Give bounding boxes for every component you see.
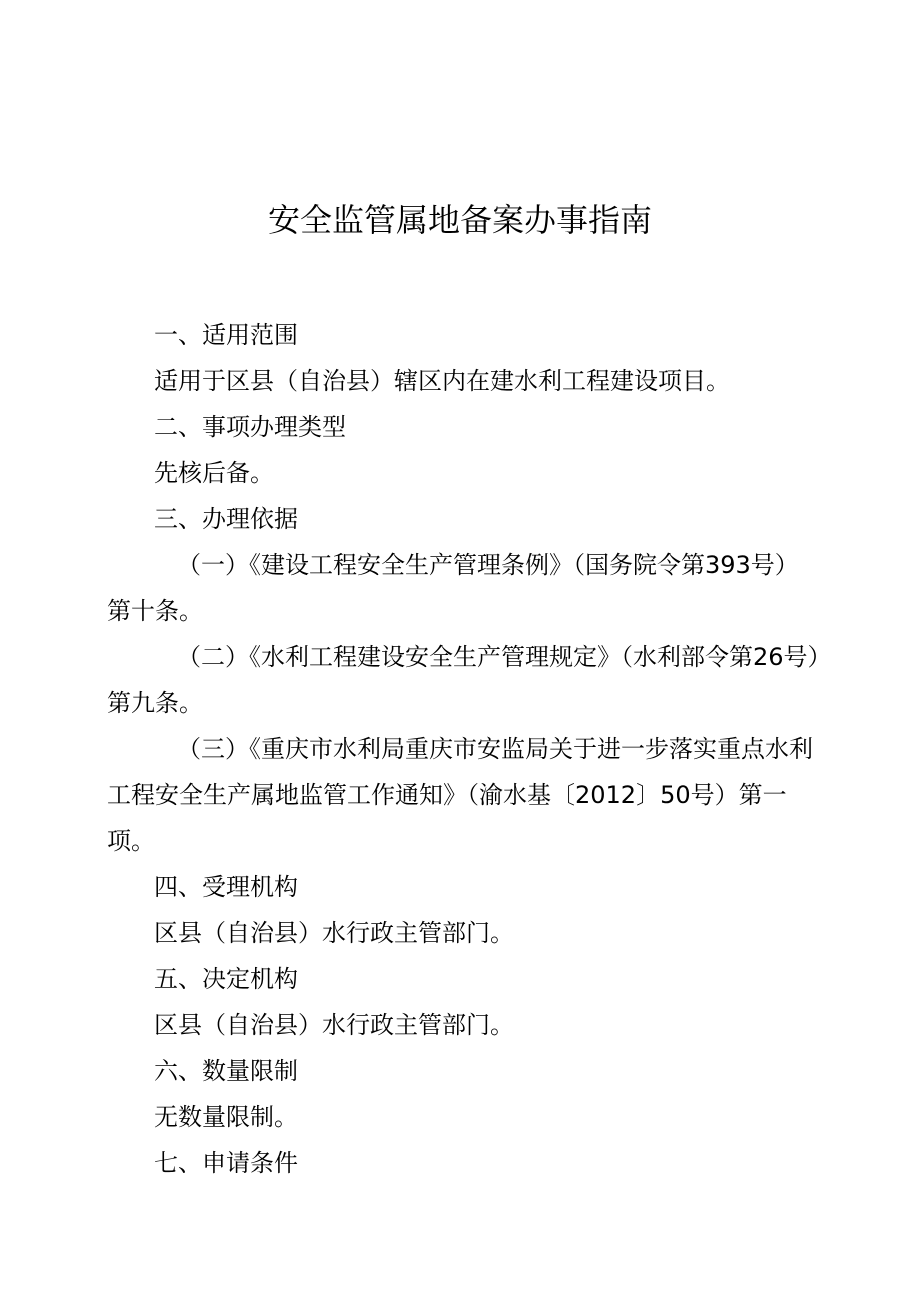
section-text-deciding-agency: 区县（自治县）水行政主管部门。 bbox=[154, 1011, 514, 1039]
section-heading-quantity-limit: 六、数量限制 bbox=[154, 1057, 298, 1085]
section-text-type: 先核后备。 bbox=[154, 459, 274, 487]
document-title: 安全监管属地备案办事指南 bbox=[267, 201, 652, 239]
section-heading-deciding-agency: 五、决定机构 bbox=[154, 965, 298, 993]
section-text-scope: 适用于区县（自治县）辖区内在建水利工程建设项目。 bbox=[154, 367, 730, 395]
section-heading-basis: 三、办理依据 bbox=[154, 505, 298, 533]
basis-item-2: （二）《水利工程建设安全生产管理规定》（水利部令第26号）第九条。 bbox=[107, 643, 820, 717]
document-body bbox=[107, 312, 822, 1186]
section-text-quantity-limit: 无数量限制。 bbox=[154, 1103, 298, 1131]
section-heading-type: 二、事项办理类型 bbox=[154, 413, 346, 441]
section-heading-conditions: 七、申请条件 bbox=[154, 1149, 298, 1177]
section-heading-scope: 一、适用范围 bbox=[154, 321, 298, 349]
basis-item-3: （三）《重庆市水利局重庆市安监局关于进一步落实重点水利工程安全生产属地监管工作通知》（渝水基〔2012〕50号）第一项。 bbox=[107, 735, 813, 855]
basis-item-1: （一）《建设工程安全生产管理条例》（国务院令第393号）第十条。 bbox=[107, 551, 799, 625]
section-heading-accepting-agency: 四、受理机构 bbox=[154, 873, 298, 901]
section-text-accepting-agency: 区县（自治县）水行政主管部门。 bbox=[154, 919, 514, 947]
